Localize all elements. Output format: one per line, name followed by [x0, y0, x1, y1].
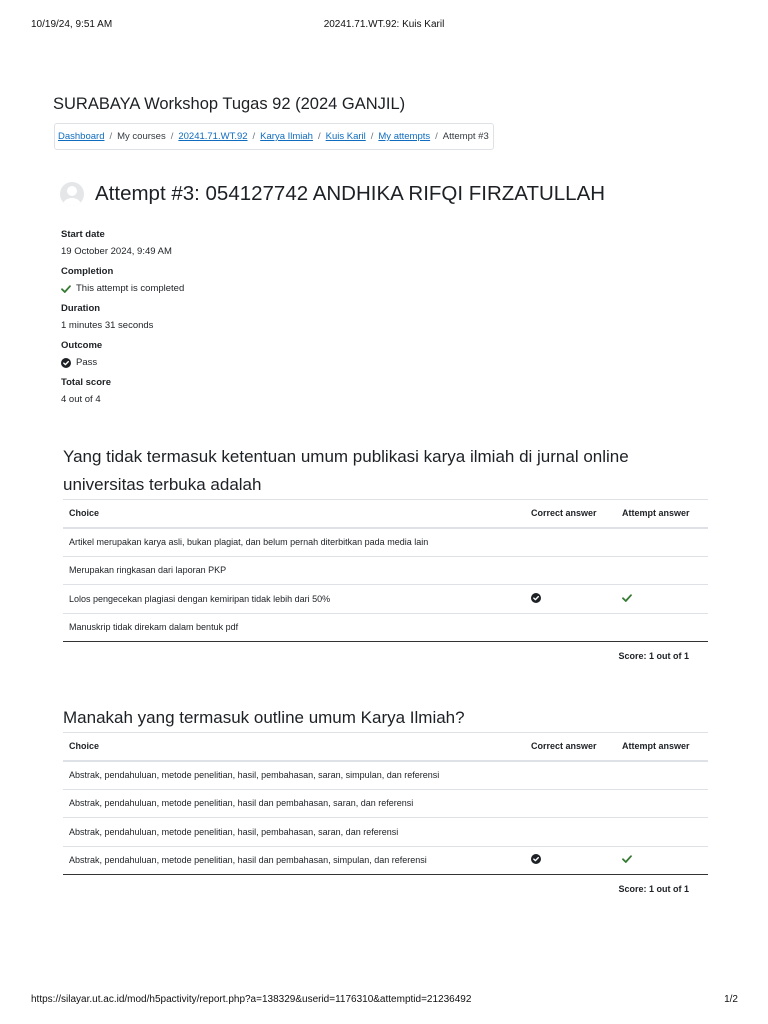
circle-check-icon: [61, 358, 71, 368]
correct-answer-cell: [525, 789, 616, 818]
attempt-answer-cell: [616, 818, 708, 847]
print-datetime: 10/19/24, 9:51 AM: [31, 19, 113, 30]
correct-answer-cell: [525, 818, 616, 847]
question-2: [63, 704, 708, 894]
total-score-value: 4 out of 4: [61, 394, 101, 405]
attempt-answer-cell: [616, 528, 708, 557]
table-header-row: [63, 500, 708, 528]
choice-cell: Abstrak, pendahuluan, metode penelitian, hasil, pembahasan, saran, dan referensi: [63, 818, 525, 847]
table-row: [63, 761, 708, 790]
check-icon: [622, 593, 632, 603]
correct-answer-column-header: Correct answer: [525, 500, 616, 528]
question-title: Yang tidak termasuk ketentuan umum publikasi karya ilmiah di jurnal online universitas terbuka adalah: [63, 447, 629, 494]
attempt-answer-column-header: Attempt answer: [616, 733, 708, 761]
breadcrumb-item-attempt-3: Attempt #3: [442, 131, 489, 142]
circle-check-icon: [531, 593, 541, 603]
breadcrumb-item-my-courses: My courses: [117, 131, 166, 142]
choice-column-header: Choice: [63, 733, 525, 761]
attempt-answer-cell: [616, 846, 708, 875]
attempt-answer-column-header: Attempt answer: [616, 500, 708, 528]
correct-answer-cell: [525, 613, 616, 642]
completion-label: Completion: [61, 266, 114, 277]
attempt-title: Attempt #3: 054127742 ANDHIKA RIFQI FIRZATULLAH: [95, 182, 606, 205]
choice-cell: Abstrak, pendahuluan, metode penelitian, hasil, pembahasan, saran, simpulan, dan referensi: [63, 761, 525, 790]
total-score-label: Total score: [61, 377, 111, 388]
choice-cell: Lolos pengecekan plagiasi dengan kemiripan tidak lebih dari 50%: [63, 585, 525, 614]
breadcrumb-separator: /: [435, 131, 438, 142]
question-score: Score: 1 out of 1: [618, 884, 689, 894]
check-icon: [622, 854, 632, 864]
choice-cell: Merupakan ringkasan dari laporan PKP: [63, 556, 525, 585]
choice-cell: Abstrak, pendahuluan, metode penelitian, hasil dan pembahasan, simpulan, dan referensi: [63, 846, 525, 875]
completion-value: This attempt is completed: [76, 283, 185, 294]
question-1: [63, 443, 708, 661]
breadcrumb-link-dashboard[interactable]: Dashboard: [58, 131, 105, 142]
duration-value: 1 minutes 31 seconds: [61, 320, 154, 331]
choice-cell: Artikel merupakan karya asli, bukan plagiat, dan belum pernah diterbitkan pada media lain: [63, 528, 525, 557]
breadcrumb-link-my-attempts[interactable]: My attempts: [378, 131, 431, 142]
duration-section: [61, 303, 153, 331]
completion-section: [61, 266, 184, 294]
breadcrumb-separator: /: [317, 131, 321, 142]
print-url: https://silayar.ut.ac.id/mod/h5pactivity/report.php?a=138329&userid=1176310&attemptid=21236492: [31, 994, 472, 1005]
start-date-value: 19 October 2024, 9:49 AM: [61, 246, 172, 257]
choice-cell: Abstrak, pendahuluan, metode penelitian, hasil dan pembahasan, saran, dan referensi: [63, 789, 525, 818]
correct-answer-column-header: Correct answer: [525, 733, 616, 761]
answers-table: [63, 732, 708, 875]
duration-label: Duration: [61, 303, 101, 314]
table-row: [63, 585, 708, 614]
breadcrumb-link-karya-ilmiah[interactable]: Karya Ilmiah: [260, 131, 313, 142]
choice-column-header: Choice: [63, 500, 525, 528]
breadcrumb-link-kuis-karil[interactable]: Kuis Karil: [325, 131, 366, 142]
table-row: [63, 613, 708, 642]
breadcrumb-separator: /: [252, 131, 256, 142]
table-row: [63, 846, 708, 875]
choice-cell: Manuskrip tidak direkam dalam bentuk pdf: [63, 613, 525, 642]
attempt-answer-cell: [616, 613, 708, 642]
outcome-value: Pass: [76, 357, 98, 368]
start-date-label: Start date: [61, 229, 105, 240]
course-title: SURABAYA Workshop Tugas 92 (2024 GANJIL): [53, 95, 406, 113]
breadcrumb-link-20241-71-wt-92[interactable]: 20241.71.WT.92: [178, 131, 248, 142]
breadcrumb-separator: /: [170, 131, 174, 142]
correct-answer-cell: [525, 528, 616, 557]
table-row: [63, 818, 708, 847]
table-row: [63, 789, 708, 818]
correct-answer-cell: [525, 846, 616, 875]
start-date-section: [61, 229, 172, 257]
check-icon: [61, 284, 71, 294]
question-title: Manakah yang termasuk outline umum Karya Ilmiah?: [63, 708, 465, 727]
breadcrumb: [54, 123, 494, 150]
avatar: [60, 182, 84, 206]
attempt-answer-cell: [616, 761, 708, 790]
circle-check-icon: [531, 854, 541, 864]
breadcrumb-separator: /: [109, 131, 113, 142]
table-row: [63, 556, 708, 585]
question-score: Score: 1 out of 1: [618, 651, 689, 661]
outcome-section: [61, 340, 102, 368]
attempt-header: [60, 182, 605, 206]
print-page-number: 1/2: [724, 994, 738, 1005]
attempt-answer-cell: [616, 556, 708, 585]
total-score-section: [61, 377, 111, 405]
print-page-title: 20241.71.WT.92: Kuis Karil: [323, 19, 445, 30]
answers-table: [63, 499, 708, 642]
print-header: [0, 19, 768, 33]
breadcrumb-separator: /: [370, 131, 374, 142]
table-row: [63, 528, 708, 557]
correct-answer-cell: [525, 761, 616, 790]
outcome-label: Outcome: [61, 340, 103, 351]
attempt-answer-cell: [616, 585, 708, 614]
attempt-answer-cell: [616, 789, 708, 818]
table-header-row: [63, 733, 708, 761]
correct-answer-cell: [525, 556, 616, 585]
correct-answer-cell: [525, 585, 616, 614]
